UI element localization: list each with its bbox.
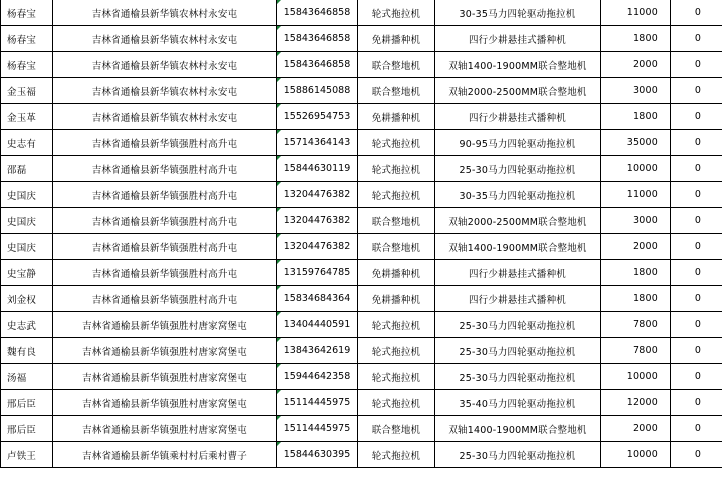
table-row	[1, 0, 722, 26]
address-cell[interactable]: 吉林省通榆县新华镇强胜村唐家窝堡屯	[53, 312, 277, 338]
subsidy-cell[interactable]: 0	[671, 338, 722, 364]
price-cell[interactable]: 2000	[601, 234, 671, 260]
machine-model-cell[interactable]: 25-30马力四轮驱动拖拉机	[435, 312, 601, 338]
subsidy-cell[interactable]: 0	[671, 312, 722, 338]
applicant-name-cell[interactable]: 史国庆	[1, 234, 53, 260]
applicant-name-cell[interactable]: 史志武	[1, 312, 53, 338]
price-cell[interactable]: 12000	[601, 390, 671, 416]
subsidy-cell[interactable]: 0	[671, 104, 722, 130]
address-cell[interactable]: 吉林省通榆县新华镇乘村村后乘村曹子	[53, 442, 277, 468]
machine-category-cell[interactable]: 轮式拖拉机	[358, 364, 435, 390]
price-cell[interactable]: 3000	[601, 208, 671, 234]
table-row	[1, 364, 722, 390]
table-row	[1, 26, 722, 52]
subsidy-cell[interactable]: 0	[671, 130, 722, 156]
table-row	[1, 416, 722, 442]
address-cell[interactable]: 吉林省通榆县新华镇农林村永安屯	[53, 52, 277, 78]
phone-cell[interactable]: 15526954753	[277, 104, 358, 130]
address-cell[interactable]: 吉林省通榆县新华镇强胜村高升屯	[53, 182, 277, 208]
applicant-name-cell[interactable]: 刘金权	[1, 286, 53, 312]
address-cell[interactable]: 吉林省通榆县新华镇强胜村唐家窝堡屯	[53, 338, 277, 364]
applicant-name-cell[interactable]: 卢铁王	[1, 442, 53, 468]
subsidy-cell[interactable]: 0	[671, 286, 722, 312]
phone-cell[interactable]: 15886145088	[277, 78, 358, 104]
machine-model-cell[interactable]: 25-30马力四轮驱动拖拉机	[435, 442, 601, 468]
table-row	[1, 78, 722, 104]
table-body	[1, 0, 722, 468]
machine-model-cell[interactable]: 四行少耕悬挂式播种机	[435, 26, 601, 52]
machine-category-cell[interactable]: 轮式拖拉机	[358, 390, 435, 416]
table-row	[1, 52, 722, 78]
subsidy-cell[interactable]: 0	[671, 0, 722, 26]
phone-cell[interactable]: 15114445975	[277, 390, 358, 416]
address-cell[interactable]: 吉林省通榆县新华镇强胜村高升屯	[53, 130, 277, 156]
subsidy-cell[interactable]: 0	[671, 416, 722, 442]
address-cell[interactable]: 吉林省通榆县新华镇强胜村高升屯	[53, 156, 277, 182]
address-cell[interactable]: 吉林省通榆县新华镇强胜村高升屯	[53, 208, 277, 234]
price-cell[interactable]: 2000	[601, 52, 671, 78]
table-row	[1, 182, 722, 208]
price-cell[interactable]: 1800	[601, 286, 671, 312]
machine-category-cell[interactable]: 免耕播种机	[358, 26, 435, 52]
machine-category-cell[interactable]: 联合整地机	[358, 416, 435, 442]
machine-model-cell[interactable]: 25-30马力四轮驱动拖拉机	[435, 156, 601, 182]
machine-model-cell[interactable]: 双轴1400-1900MM联合整地机	[435, 416, 601, 442]
table-row	[1, 130, 722, 156]
subsidy-cell[interactable]: 0	[671, 364, 722, 390]
machine-model-cell[interactable]: 双轴1400-1900MM联合整地机	[435, 52, 601, 78]
machine-category-cell[interactable]: 免耕播种机	[358, 260, 435, 286]
phone-cell[interactable]: 13404440591	[277, 312, 358, 338]
address-cell[interactable]: 吉林省通榆县新华镇农林村永安屯	[53, 26, 277, 52]
machine-model-cell[interactable]: 25-30马力四轮驱动拖拉机	[435, 338, 601, 364]
address-cell[interactable]: 吉林省通榆县新华镇农林村永安屯	[53, 104, 277, 130]
table-row	[1, 338, 722, 364]
address-cell[interactable]: 吉林省通榆县新华镇农林村永安屯	[53, 0, 277, 26]
phone-cell[interactable]: 15843646858	[277, 52, 358, 78]
table-row	[1, 442, 722, 468]
machine-category-cell[interactable]: 轮式拖拉机	[358, 442, 435, 468]
machine-model-cell[interactable]: 35-40马力四轮驱动拖拉机	[435, 390, 601, 416]
machine-model-cell[interactable]: 四行少耕悬挂式播种机	[435, 260, 601, 286]
address-cell[interactable]: 吉林省通榆县新华镇强胜村高升屯	[53, 260, 277, 286]
address-cell[interactable]: 吉林省通榆县新华镇强胜村唐家窝堡屯	[53, 390, 277, 416]
applicant-name-cell[interactable]: 杨春宝	[1, 52, 53, 78]
table-row	[1, 156, 722, 182]
phone-cell[interactable]: 15844630119	[277, 156, 358, 182]
subsidy-cell[interactable]: 0	[671, 156, 722, 182]
machine-category-cell[interactable]: 联合整地机	[358, 78, 435, 104]
address-cell[interactable]: 吉林省通榆县新华镇强胜村唐家窝堡屯	[53, 416, 277, 442]
machine-category-cell[interactable]: 联合整地机	[358, 234, 435, 260]
applicant-name-cell[interactable]: 汤福	[1, 364, 53, 390]
subsidy-cell[interactable]: 0	[671, 390, 722, 416]
machine-model-cell[interactable]: 25-30马力四轮驱动拖拉机	[435, 364, 601, 390]
applicant-name-cell[interactable]: 邢后臣	[1, 416, 53, 442]
price-cell[interactable]: 10000	[601, 156, 671, 182]
price-cell[interactable]: 7800	[601, 338, 671, 364]
address-cell[interactable]: 吉林省通榆县新华镇强胜村高升屯	[53, 286, 277, 312]
phone-cell[interactable]: 15114445975	[277, 416, 358, 442]
price-cell[interactable]: 10000	[601, 364, 671, 390]
phone-cell[interactable]: 13843642619	[277, 338, 358, 364]
machine-category-cell[interactable]: 轮式拖拉机	[358, 338, 435, 364]
applicant-name-cell[interactable]: 金玉革	[1, 104, 53, 130]
phone-cell[interactable]: 13204476382	[277, 208, 358, 234]
subsidy-cell[interactable]: 0	[671, 234, 722, 260]
machine-model-cell[interactable]: 90-95马力四轮驱动拖拉机	[435, 130, 601, 156]
applicant-name-cell[interactable]: 史国庆	[1, 208, 53, 234]
table-row	[1, 234, 722, 260]
subsidy-cell[interactable]: 0	[671, 208, 722, 234]
machine-category-cell[interactable]: 轮式拖拉机	[358, 0, 435, 26]
price-cell[interactable]: 3000	[601, 78, 671, 104]
price-cell[interactable]: 11000	[601, 182, 671, 208]
price-cell[interactable]: 11000	[601, 0, 671, 26]
machine-model-cell[interactable]: 30-35马力四轮驱动拖拉机	[435, 0, 601, 26]
applicant-name-cell[interactable]: 邢后臣	[1, 390, 53, 416]
phone-cell[interactable]: 15843646858	[277, 0, 358, 26]
subsidy-cell[interactable]: 0	[671, 52, 722, 78]
machine-category-cell[interactable]: 轮式拖拉机	[358, 156, 435, 182]
price-cell[interactable]: 1800	[601, 104, 671, 130]
applicant-name-cell[interactable]: 杨春宝	[1, 26, 53, 52]
address-cell[interactable]: 吉林省通榆县新华镇农林村永安屯	[53, 78, 277, 104]
machine-category-cell[interactable]: 联合整地机	[358, 208, 435, 234]
phone-cell[interactable]: 15843646858	[277, 26, 358, 52]
subsidy-cell[interactable]: 0	[671, 260, 722, 286]
machine-model-cell[interactable]: 四行少耕悬挂式播种机	[435, 104, 601, 130]
applicant-name-cell[interactable]: 杨春宝	[1, 0, 53, 26]
machine-model-cell[interactable]: 双轴2000-2500MM联合整地机	[435, 208, 601, 234]
price-cell[interactable]: 7800	[601, 312, 671, 338]
table-row	[1, 286, 722, 312]
machine-category-cell[interactable]: 免耕播种机	[358, 104, 435, 130]
applicant-name-cell[interactable]: 史志有	[1, 130, 53, 156]
price-cell[interactable]: 35000	[601, 130, 671, 156]
machine-model-cell[interactable]: 双轴1400-1900MM联合整地机	[435, 234, 601, 260]
phone-cell[interactable]: 13159764785	[277, 260, 358, 286]
table-row	[1, 312, 722, 338]
phone-cell[interactable]: 15834684364	[277, 286, 358, 312]
table-row	[1, 390, 722, 416]
subsidy-cell[interactable]: 0	[671, 78, 722, 104]
machine-model-cell[interactable]: 30-35马力四轮驱动拖拉机	[435, 182, 601, 208]
machine-model-cell[interactable]: 四行少耕悬挂式播种机	[435, 286, 601, 312]
address-cell[interactable]: 吉林省通榆县新华镇强胜村唐家窝堡屯	[53, 364, 277, 390]
price-cell[interactable]: 10000	[601, 442, 671, 468]
applicant-name-cell[interactable]: 金玉福	[1, 78, 53, 104]
applicant-name-cell[interactable]: 邵磊	[1, 156, 53, 182]
table-row	[1, 208, 722, 234]
phone-cell[interactable]: 15944642358	[277, 364, 358, 390]
address-cell[interactable]: 吉林省通榆县新华镇强胜村高升屯	[53, 234, 277, 260]
machine-category-cell[interactable]: 免耕播种机	[358, 286, 435, 312]
table-row	[1, 260, 722, 286]
subsidy-cell[interactable]: 0	[671, 182, 722, 208]
machine-category-cell[interactable]: 轮式拖拉机	[358, 312, 435, 338]
subsidy-cell[interactable]: 0	[671, 442, 722, 468]
table-row	[1, 104, 722, 130]
applicant-name-cell[interactable]: 史国庆	[1, 182, 53, 208]
price-cell[interactable]: 1800	[601, 260, 671, 286]
machine-category-cell[interactable]: 轮式拖拉机	[358, 182, 435, 208]
price-cell[interactable]: 2000	[601, 416, 671, 442]
price-cell[interactable]: 1800	[601, 26, 671, 52]
subsidy-cell[interactable]: 0	[671, 26, 722, 52]
phone-cell[interactable]: 15844630395	[277, 442, 358, 468]
phone-cell[interactable]: 15714364143	[277, 130, 358, 156]
machine-model-cell[interactable]: 双轴2000-2500MM联合整地机	[435, 78, 601, 104]
machine-category-cell[interactable]: 联合整地机	[358, 52, 435, 78]
applicant-name-cell[interactable]: 魏有良	[1, 338, 53, 364]
machine-category-cell[interactable]: 轮式拖拉机	[358, 130, 435, 156]
applicant-name-cell[interactable]: 史宝静	[1, 260, 53, 286]
phone-cell[interactable]: 13204476382	[277, 234, 358, 260]
phone-cell[interactable]: 13204476382	[277, 182, 358, 208]
